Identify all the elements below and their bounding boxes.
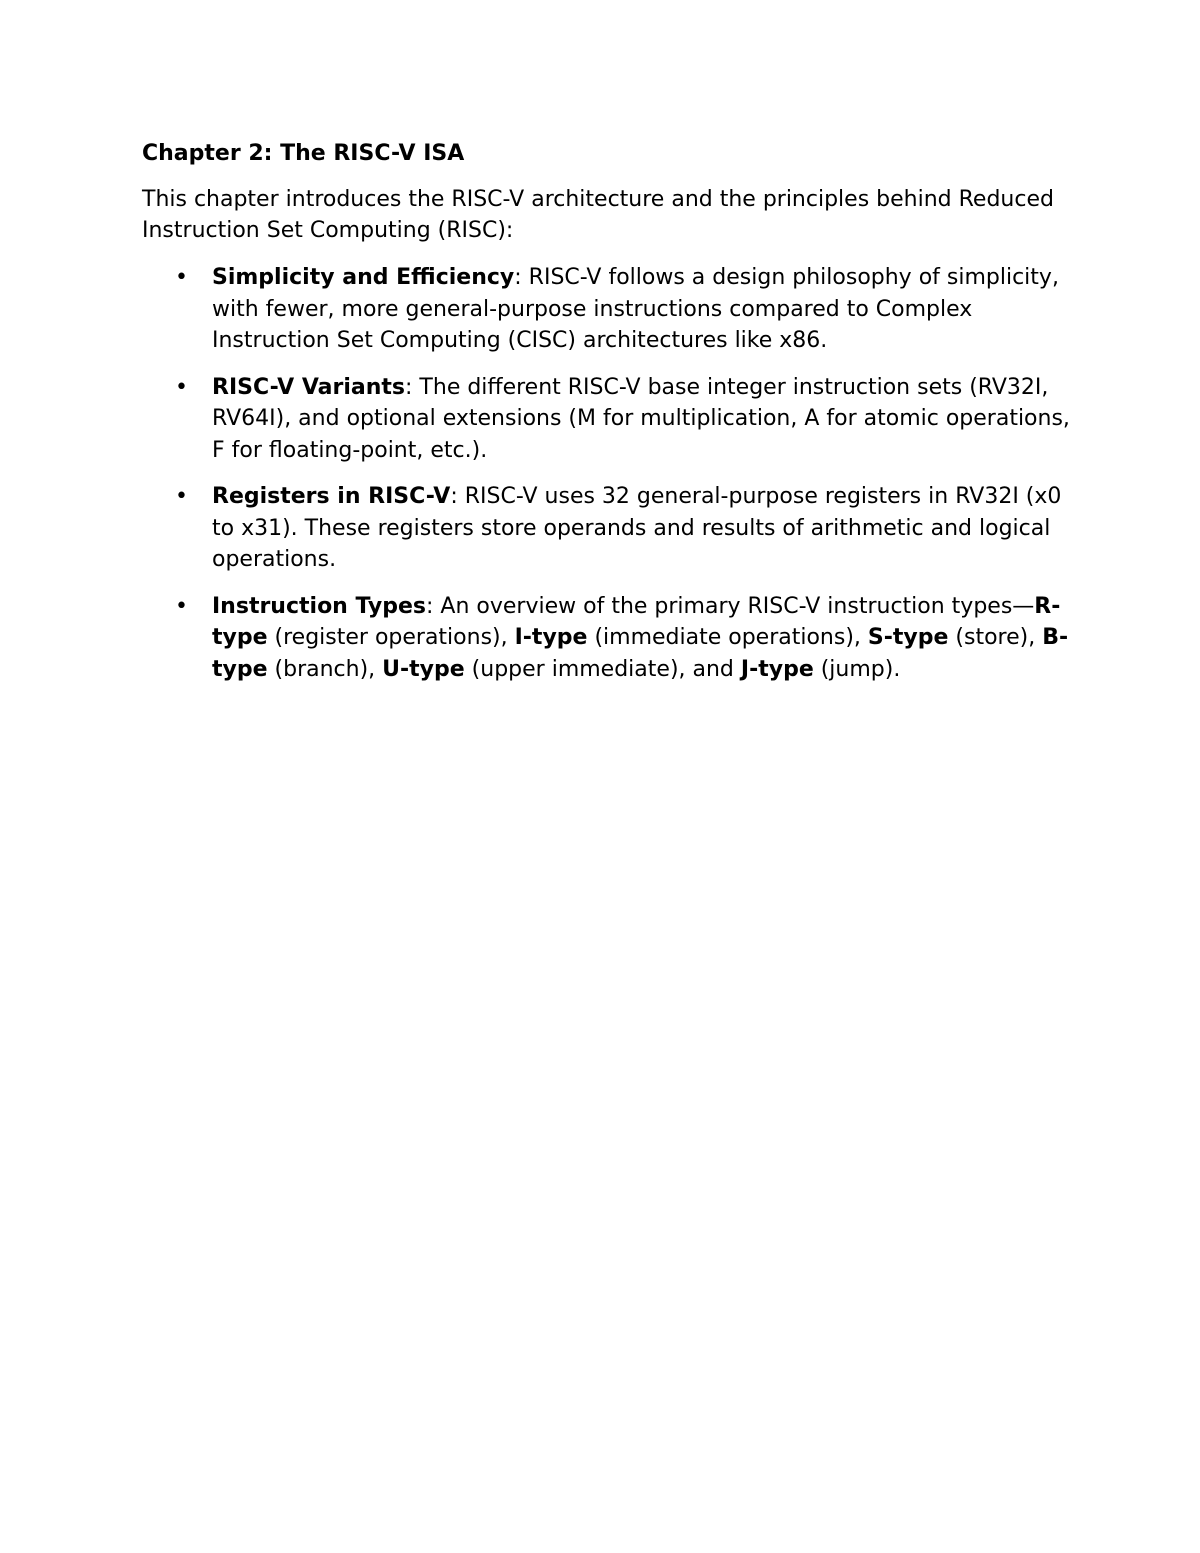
bullet-dot-icon: •	[175, 374, 188, 400]
item-text: The different RISC-V base integer instruction sets (RV32I, RV64I), and optional extensions (M for multiplication, A for atomic operations, F for floating-point, etc.).	[212, 374, 1070, 463]
i-type-label: I-type	[514, 625, 588, 650]
term-label: Instruction Types	[212, 593, 427, 619]
term-separator: :	[514, 265, 522, 290]
bullet-dot-icon: •	[175, 265, 188, 290]
item-text: RISC-V follows a design philosophy of simplicity, with fewer, more general-purpose instructions compared to Complex Instruction Set Computing (CISC) architectures like x86.	[212, 265, 1059, 353]
term-separator: :	[450, 484, 458, 509]
item-text: (immediate operations),	[587, 625, 868, 650]
list-item-simplicity	[142, 262, 1072, 357]
item-text: (branch),	[267, 656, 383, 682]
item-text: An overview of the primary RISC-V instruction types—	[433, 593, 1035, 619]
b-type-label: B-type	[212, 625, 1069, 682]
u-type-label: U-type	[382, 656, 465, 682]
term-label: RISC-V Variants	[212, 374, 406, 400]
j-type-label: J-type	[740, 656, 814, 682]
term-separator: :	[405, 374, 413, 400]
r-type-label: R-type	[212, 593, 1061, 650]
list-item-variants	[142, 372, 1072, 467]
term-label: Simplicity and Efficiency	[212, 265, 515, 290]
list-item-instruction-types	[142, 591, 1072, 686]
item-text: (jump).	[813, 656, 901, 682]
list-item-registers	[142, 481, 1072, 576]
chapter-title: Chapter 2: The RISC-V ISA	[142, 141, 465, 166]
item-text: (upper immediate), and	[464, 656, 741, 682]
item-text: (register operations),	[267, 625, 515, 650]
term-label: Registers in RISC-V	[212, 484, 451, 509]
term-separator: :	[426, 593, 434, 619]
document-page	[142, 138, 1072, 700]
s-type-label: S-type	[867, 625, 949, 650]
intro-paragraph: This chapter introduces the RISC-V architecture and the principles behind Reduced Instruction Set Computing (RISC):	[142, 187, 1054, 243]
bullet-dot-icon: •	[175, 484, 188, 509]
bullet-list	[142, 262, 1072, 685]
bullet-dot-icon: •	[175, 593, 188, 619]
item-text: RISC-V uses 32 general-purpose registers in RV32I (x0 to x31). These registers store operands and results of arithmetic and logical operations.	[212, 484, 1062, 572]
item-text: (store),	[948, 625, 1043, 650]
